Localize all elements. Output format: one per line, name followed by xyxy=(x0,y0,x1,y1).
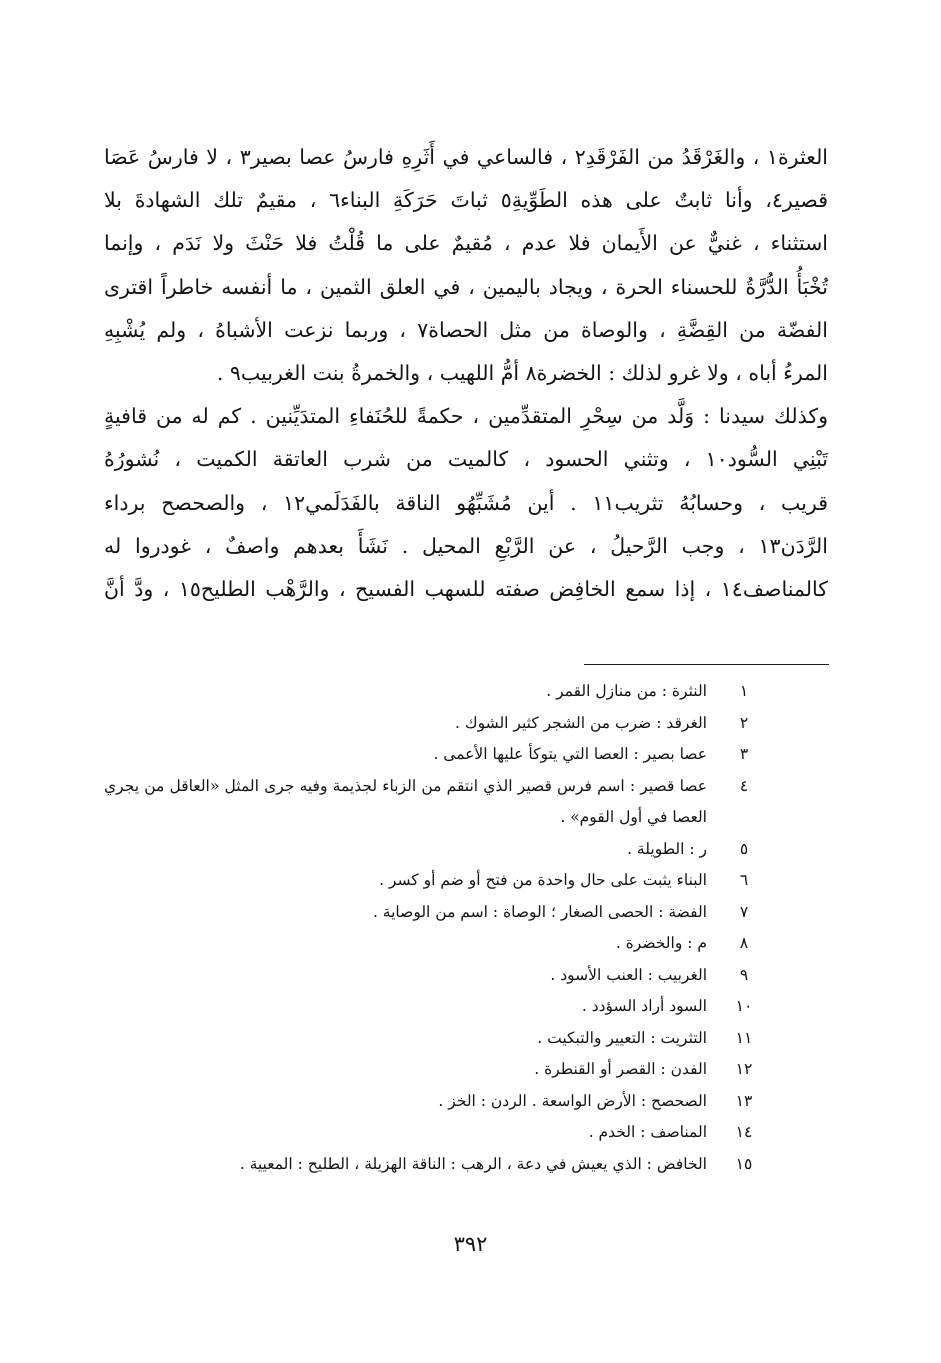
footnote-number: ١١ xyxy=(735,1028,753,1047)
text-line: الرَّدَن١٣ ، وجب الرَّحيلُ ، عن الرَّبْعِ المحيل . نَشَأَ بعدهم واصفٌ ، غودروا له xyxy=(104,533,828,558)
footnote xyxy=(104,1086,754,1118)
footnote-number: ٣ xyxy=(739,745,749,763)
footnote xyxy=(104,1117,754,1149)
footnote-number: ١٠ xyxy=(735,997,753,1015)
footnote-number: ٦ xyxy=(739,871,749,889)
text-line: تَبْنِي السُّود١٠ ، وتثني الحسود ، كالميت من شرب العاتقة الكميت ، نُشورُهُ xyxy=(104,447,828,472)
footnote-text: الفضة : الحصى الصغار ؛ الوصاة : اسم من الوصاية . xyxy=(372,902,707,921)
footnote-number: ٥ xyxy=(739,839,749,858)
footnotes xyxy=(104,676,754,1180)
text-line: تُخْبَأُ الدُّرَّةُ للحسناء الحرة ، ويجاد باليمين ، في العلق الثمين ، ما أنفسه خاطراً اقترى xyxy=(104,274,828,299)
footnote xyxy=(104,834,754,866)
footnote xyxy=(104,897,754,929)
footnote-number: ١٣ xyxy=(735,1091,753,1110)
footnote-text: الخافض : الذي يعيش في دعة ، الرهب : الناقة الهزيلة ، الطليح : المعيية . xyxy=(239,1154,707,1173)
text-line: المرءُ أباه ، ولا غرو لذلك : الخضرة٨ أمُّ اللهيب ، والخمرةُ بنت الغربيب٩ . xyxy=(216,360,828,385)
page-number: ٣٩٢ xyxy=(453,1232,488,1256)
footnote-text: البناء يثبت على حال واحدة من فتح أو ضم أو كسر . xyxy=(379,871,707,889)
footnote xyxy=(104,708,754,740)
text-line: وكذلك سيدنا : وَلَّد من سِحْرِ المتقدِّمين ، حكمةً للحُنَفاءِ المتدَيِّنين . كم له من قافيةٍ xyxy=(104,404,828,429)
text-line: قصير٤، وأنا ثابتٌ على هذه الطَوِّيةِ٥ ثباتَ حَرَكَةِ البناء٦ ، مقيمٌ تلك الشهادةَ بلا xyxy=(104,188,828,213)
footnote-text: المناصف : الخدم . xyxy=(588,1123,707,1141)
footnote xyxy=(104,1149,754,1181)
footnote-text: عصا بصير : العصا التي يتوكأ عليها الأعمى . xyxy=(433,745,707,763)
footnote xyxy=(104,676,754,708)
footnote-text: السود أراد السؤدد . xyxy=(581,997,707,1015)
footnote-number: ٤ xyxy=(739,776,749,795)
footnote xyxy=(104,960,754,992)
text-line: كالمناصف١٤ ، إذا سمع الخافِض صفته للسهب الفسيح ، والرَّهْب الطليح١٥ ، ودَّ أنَّ xyxy=(104,576,828,601)
footnote-text: الغربيب : العنب الأسود . xyxy=(550,965,707,984)
text-line: استثناء ، غنيٌّ عن الأَيمان فلا عدم ، مُقيمٌ على ما قُلْتُ فلا حَنْثَ ولا نَدَم ، وإنما xyxy=(104,231,828,256)
footnote-text: التثريت : التعيير والتبكيت . xyxy=(537,1028,707,1047)
footnote-text: الفدن : القصر أو القنطرة . xyxy=(534,1060,707,1078)
footnote xyxy=(104,865,754,897)
footnote-text: الغرقد : ضرب من الشجر كثير الشوك . xyxy=(455,713,707,732)
footnote-separator xyxy=(584,664,829,665)
footnote xyxy=(104,1023,754,1055)
footnote-text: النثرة : من منازل القمر . xyxy=(546,682,707,700)
footnote-number: ٨ xyxy=(739,934,749,952)
main-text xyxy=(104,136,828,611)
footnote-number: ١ xyxy=(739,682,749,700)
footnote xyxy=(104,991,754,1023)
footnote xyxy=(104,739,754,771)
footnote-number: ٧ xyxy=(739,902,749,921)
footnote-number: ٢ xyxy=(739,713,749,732)
footnote xyxy=(104,771,754,834)
footnote-number: ١٢ xyxy=(735,1060,753,1078)
footnote-text: الصحصح : الأرض الواسعة . الردن : الخز . xyxy=(438,1091,707,1110)
footnote-number: ١٥ xyxy=(735,1154,753,1173)
text-line: قريب ، وحسابُهُ تثريب١١ . أين مُشَبِّهُو الناقة بالفَدَلَمي١٢ ، والصحصح برداء xyxy=(104,490,829,515)
footnote-text: ر : الطويلة . xyxy=(627,839,707,858)
text-line: العثرة١ ، والغَرْقَدُ من الفَرْقَدِ٢ ، فالساعي في أَثَرِهِ فارسُ عصا بصير٣ ، لا فارسُ عَصَا xyxy=(104,145,829,169)
text-line: الفضّة من القِضَّةِ ، والوصاة من مثل الحصاة٧ ، وربما نزعت الأشباهُ ، ولم يُشْبِهِ xyxy=(104,317,828,342)
footnote xyxy=(104,1054,754,1086)
footnote-number: ١٤ xyxy=(735,1123,753,1141)
footnote-number: ٩ xyxy=(739,965,749,984)
footnote-text: م : والخضرة . xyxy=(615,934,707,952)
footnote-text: عصا قصير : اسم فرس قصير الذي انتقم من الزباء لجذيمة وفيه جرى المثل «العاقل من يجري العصا في أول القوم» . xyxy=(104,776,707,826)
footnote xyxy=(104,928,754,960)
